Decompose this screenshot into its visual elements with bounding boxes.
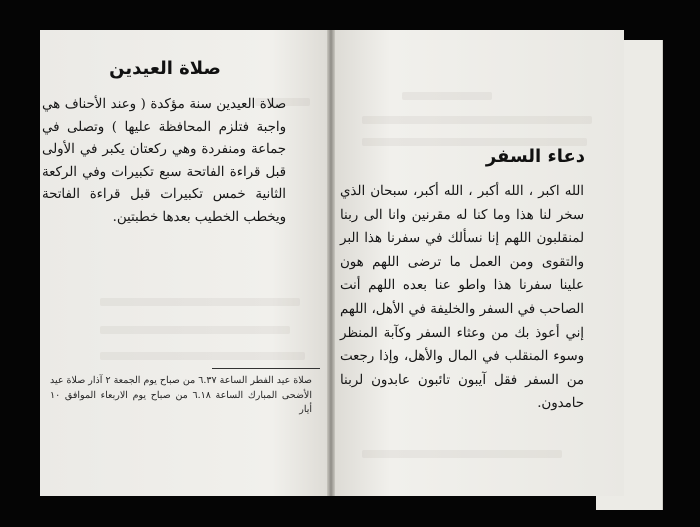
travel-supplication-text: الله اكبر ، الله أكبر ، الله أكبر، سبحان الذي سخر لنا هذا وما كنا له مقرنين وانا الى ربنا لمنقلبون اللهم إنا نسألك في سفرنا هذا البر والتقوى ومن العمل ما ترضى اللهم هون علينا سفرنا هذا واطو عنا بعده اللهم أنت الصاحب في السفر والخليفة في الأهل، اللهم إني أعوذ بك من وعثاء السفر وكآبة المنظر وسوء المنقلب في المال والأهل، وإذا رجعت من السفر فقل آيبون تائبون عابدون لربنا حامدون. — [340, 184, 584, 412]
book-spine — [327, 30, 335, 496]
bleed-through-mark — [402, 92, 492, 100]
bleed-through-mark — [100, 326, 290, 334]
bleed-through-mark — [100, 352, 305, 360]
prayer-times-footnote: صلاة عيد الفطر الساعة ٦.٣٧ من صباح يوم الجمعة ٢ آذار صلاة عيد الأضحى المبارك الساعة ٦.١٨ من صباح يوم الاربعاء الموافق ١٠ أيار — [50, 375, 312, 415]
bleed-through-mark — [362, 138, 587, 146]
page-title-eid-prayer: صلاة العيدين — [109, 58, 221, 79]
bleed-through-mark — [362, 450, 562, 458]
bleed-through-mark — [362, 116, 592, 124]
footnote-divider — [212, 368, 320, 369]
page-title-travel-supplication: دعاء السفر — [485, 146, 585, 167]
bleed-through-mark — [100, 298, 300, 306]
eid-prayer-text: صلاة العيدين سنة مؤكدة ( وعند الأحناف هي واجبة فتلزم المحافظة عليها ) وتصلى في جماعة ومنفردة وهي ركعتان يكبر في الأولى قبل قراءة الفاتحة سبع تكبيرات وفي الركعة الثانية خمس تكبيرات قبل قراءة الفاتحة ويخطب الخطيب بعدها خطبتين. — [42, 97, 286, 225]
